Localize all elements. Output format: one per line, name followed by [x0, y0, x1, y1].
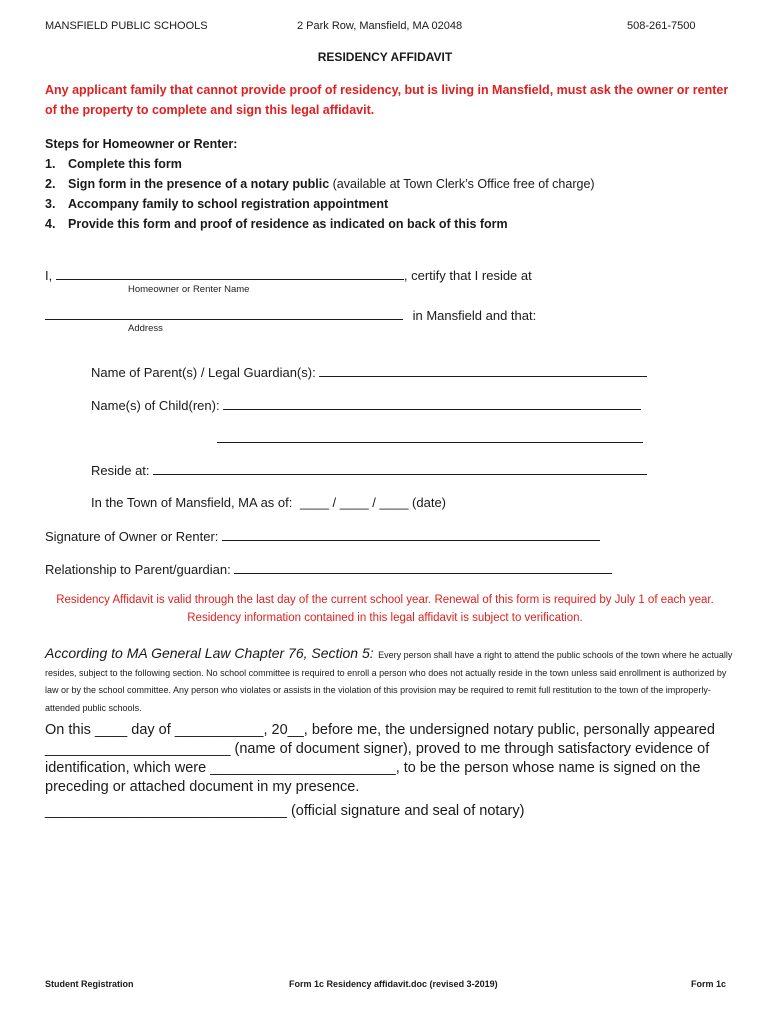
children-field[interactable] [223, 397, 641, 410]
footer-right: Form 1c [691, 979, 727, 989]
relationship-row: Relationship to Parent/guardian: [45, 561, 612, 577]
step-item: 1. Complete this form [45, 157, 182, 171]
children-row-2 [217, 430, 643, 446]
reside-field[interactable] [153, 462, 647, 475]
notary-line-3: identification, which were _______________________, to be the person whose name is signed on the [45, 760, 701, 776]
parents-field[interactable] [319, 364, 647, 377]
footer-center: Form 1c Residency affidavit.doc (revised 3-2019) [289, 979, 498, 989]
header-address: 2 Park Row, Mansfield, MA 02048 [297, 20, 463, 32]
relationship-field[interactable] [234, 561, 612, 574]
law-heading: According to MA General Law Chapter 76, Section 5: [45, 645, 374, 661]
step-item: 4. Provide this form and proof of residence as indicated on back of this form [45, 217, 508, 231]
town-date-row: In the Town of Mansfield, MA as of: ____ / ____ / ____ (date) [91, 495, 447, 510]
signature-row: Signature of Owner or Renter: [45, 528, 600, 544]
name-row: I, , certify that I reside at [45, 268, 532, 283]
notary-line-1: On this ____ day of ___________, 20__, before me, the undersigned notary public, personally appeared [45, 722, 715, 738]
address-caption: Address [128, 323, 163, 334]
children-row: Name(s) of Child(ren): [91, 397, 641, 413]
steps-list [45, 134, 595, 234]
footer-left: Student Registration [45, 979, 134, 989]
step-item: 3. Accompany family to school registration appointment [45, 197, 389, 211]
page-title: RESIDENCY AFFIDAVIT [317, 50, 453, 64]
header-school-name: MANSFIELD PUBLIC SCHOOLS [45, 20, 208, 32]
parents-row: Name of Parent(s) / Legal Guardian(s): [91, 364, 647, 380]
children-field-2[interactable] [217, 430, 643, 443]
address-field[interactable] [45, 307, 403, 320]
notary-signature-line: ______________________________ (official signature and seal of notary) [45, 803, 525, 819]
notary-line-4: preceding or attached document in my presence. [45, 779, 360, 795]
step-item: 2. Sign form in the presence of a notary public (available at Town Clerk’s Office free of charge) [45, 177, 595, 191]
date-field[interactable]: ____ / ____ / ____ (date) [300, 495, 447, 510]
homeowner-name-field[interactable] [56, 267, 404, 280]
validity-note-1: Residency Affidavit is valid through the last day of the current school year. Renewal of this form is required by July 1 of each year. [56, 594, 714, 606]
steps-heading: Steps for Homeowner or Renter: [45, 137, 238, 151]
notary-line-2: _______________________ (name of document signer), proved to me through satisfactory evidence of [45, 741, 710, 757]
validity-note-2: Residency information contained in this legal affidavit is subject to verification. [187, 612, 583, 624]
signature-field[interactable] [222, 528, 600, 541]
name-caption: Homeowner or Renter Name [128, 284, 250, 295]
law-text: Every person shall have a right to attend the public schools of the town where he actually resides, subject to the following section. No school committee is required to enroll a person who does not actually reside in the town unless said enrollment is authorized by law or by the school committee. Any person who violates or assists in the violation of this provision may be required to remit full restitution to the town of the improperly-attended public schools. [45, 650, 733, 713]
header-phone: 508-261-7500 [627, 20, 696, 32]
reside-row: Reside at: [91, 462, 647, 478]
address-row: in Mansfield and that: [45, 307, 536, 323]
law-section [45, 645, 735, 716]
warning-notice: Any applicant family that cannot provide proof of residency, but is living in Mansfield, must ask the owner or renter of the property to complete and sign this legal affidavit. [45, 83, 729, 117]
